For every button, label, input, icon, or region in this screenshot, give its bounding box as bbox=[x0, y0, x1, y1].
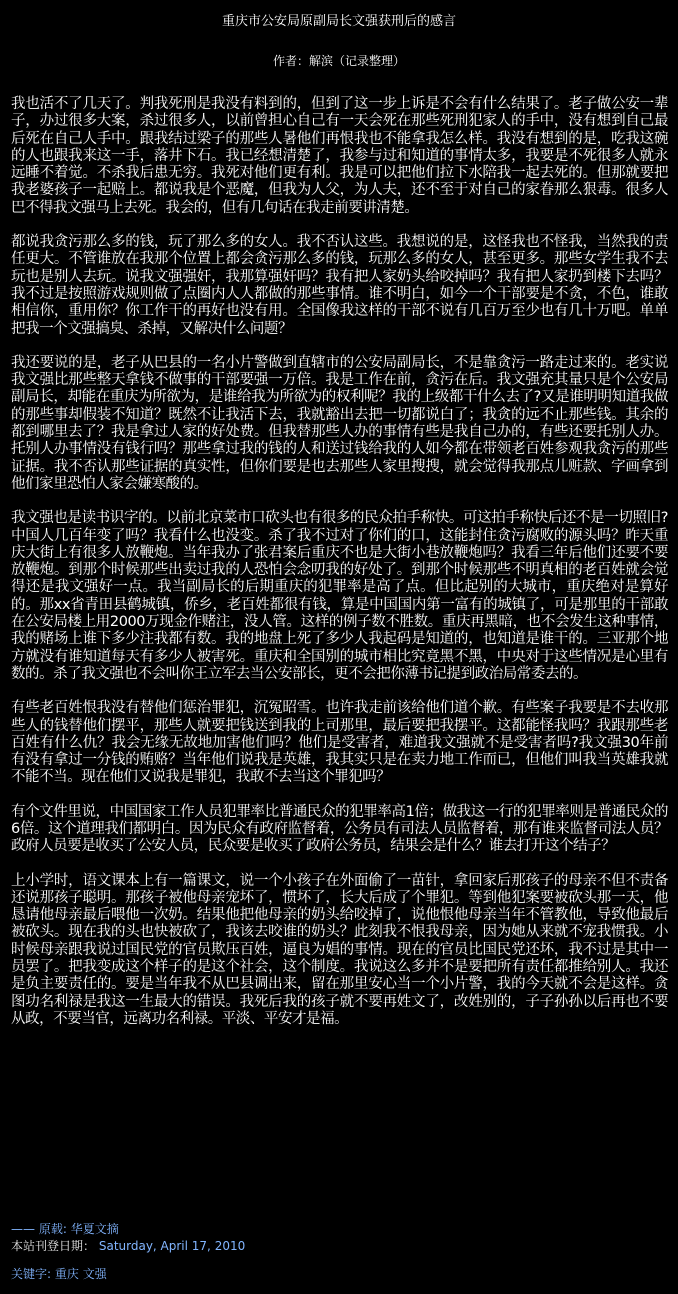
article-paragraph: 我还要说的是，老子从巴县的一名小片警做到直辖市的公安局副局长，不是靠贪污一路走过来的。老实说我文强比那些整天拿钱不做事的干部要强一万倍。我是工作在前，贪污在后。我文强充其量只是个公安局副局长，却能在重庆为所欲为，是谁给我为所欲为的权利呢？我的上级都干什么去了?又是谁明明知道我做的那些事却假装不知道？既然不让我活下去，我就豁出去把一切都说白了；我贪的远不止那些钱。其余的都到哪里去了？我是拿过人家的好处费。但我替那些人办的事情有些是我自己办的，有些还要托别人办。托别人办事情没有钱行吗？那些拿过我的钱的人和送过钱给我的人如今都在带领老百姓参观我贪污的那些证据。我不否认那些证据的真实性，但你们要是也去那些人家里搜搜，就会觉得我那点儿赃款、字画拿到他们家里恐怕人家会嫌寒酸的。 bbox=[11, 354, 668, 492]
article-paragraph: 都说我贪污那么多的钱，玩了那么多的女人。我不否认这些。我想说的是，这怪我也不怪我，当然我的责任更大。不管谁放在我那个位置上都会贪污那么多的钱，玩那么多的女人，甚至更多。那些女学生我不去玩也是别人去玩。说我文强强奸，我那算强奸吗？我有把人家奶头给咬掉吗？我有把人家扔到楼下去吗？我不过是按照游戏规则做了点圈内人人都做的那些事情。谁不明白，如今一个干部要是不贪，不色，谁敢相信你，重用你？你工作干的再好也没有用。全国像我这样的干部不说有几百万至少也有几十万吧。单单把我一个文强搞臭、杀掉，又解决什么问题？ bbox=[11, 234, 668, 337]
article-paragraph: 我文强也是读书识字的。以前北京菜市口砍头也有很多的民众拍手称快。可这拍手称快后还不是一切照旧?中国人几百年变了吗？我看什么也没变。杀了我不过对了你们的口，这能封住贪污腐败的源头吗？昨天重庆大街上有很多人放鞭炮。当年我办了张君案后重庆不也是大街小巷放鞭炮吗？我看三年后他们还要不要放鞭炮。到那个时候那些出卖过我的人恐怕会念叨我的好处了。到那个时候那些不明真相的老百姓就会觉得还是我文强好一点。我当副局长的后期重庆的犯罪率是高了点。但比起别的大城市，重庆绝对是算好的。那xx省青田县鹤城镇，侨乡，老百姓都很有钱，算是中国国内第一富有的城镇了，可是那里的干部敢在公安局楼上用2000万现金作赌注，没人管。这样的例子数不胜数。重庆再黑暗，也不会发生这种事情，我的赌场上谁下多少注我都有数。我的地盘上死了多少人我起码是知道的，也知道是谁干的。三亚那个地方就没有谁知道每天有多少人被害死。重庆和全国别的城市相比究竟黑不黑，中央对于这些情况是心里有数的。杀了我文强也不会叫你王立军去当公安部长，更不会把你薄书记提到政治局常委去的。 bbox=[11, 510, 668, 682]
article-paragraph: 有个文件里说，中国国家工作人员犯罪率比普通民众的犯罪率高1倍；做我这一行的犯罪率则是普通民众的6倍。这个道理我们都明白。因为民众有政府监督着，公务员有司法人员监督着，那有谁来监督司法人员？政府人员要是收买了公安人员，民众要是收买了政府公务员，结果会是什么？谁去打开这个结子？ bbox=[11, 803, 668, 855]
keywords-line bbox=[11, 1266, 668, 1283]
keyword-link-wenqiang[interactable]: 文强 bbox=[82, 1267, 107, 1281]
article-paragraph: 上小学时，语文课本上有一篇课文，说一个小孩子在外面偷了一苗针，拿回家后那孩子的母亲不但不责备还说那孩子聪明。那孩子被他母亲宠坏了，惯坏了，长大后成了个罪犯。等到他犯案要被砍头那一天，他恳请他母亲最后喂他一次奶。结果他把他母亲的奶头给咬掉了，说他恨他母亲当年不管教他，导致他最后被砍头。现在我的头也快被砍了，我该去咬谁的奶头？此刻我不恨我母亲，因为她从来就不宠我惯我。小时候母亲跟我说过国民党的官员欺压百姓，逼良为娼的事情。现在的官员比国民党还坏，我不过是其中一员罢了。把我变成这个样子的是这个社会，这个制度。我说这么多并不是要把所有责任都推给别人。我还是负主要责任的。要是当年我不从巴县调出来，留在那里安心当一个小片警，我的今天就不会是这样。贪图功名利禄是我这一生最大的错误。我死后我的孩子就不要再姓文了，改姓别的，子子孙孙以后再也不要从政，不要当官，远离功名利禄。平淡、平安才是福。 bbox=[11, 872, 668, 1027]
publish-date-value: Saturday, April 17, 2010 bbox=[98, 1239, 246, 1253]
source-link[interactable]: 华夏文摘 bbox=[70, 1222, 119, 1236]
keywords-label: 关键字: bbox=[11, 1267, 52, 1281]
article-author: 作者：解滨（记录整理） bbox=[272, 54, 405, 68]
source-label: —— 原载: bbox=[11, 1222, 67, 1236]
source-line bbox=[11, 1221, 668, 1238]
publish-date-line bbox=[11, 1238, 668, 1255]
article-footer bbox=[11, 1221, 668, 1283]
keyword-link-chongqing[interactable]: 重庆 bbox=[54, 1267, 79, 1281]
article-body bbox=[11, 96, 668, 1045]
publish-date-label: 本站刊登日期： bbox=[11, 1239, 96, 1253]
article-paragraph: 有些老百姓恨我没有替他们惩治罪犯，沉冤昭雪。也许我走前该给他们道个歉。有些案子我要是不去收那些人的钱替他们摆平，那些人就要把钱送到我的上司那里，最后要把我摆平。这都能怪我吗？我跟那些老百姓有什么仇？我会无缘无故地加害他们吗？他们是受害者，难道我文强就不是受害者吗?我文强30年前有没有拿过一分钱的贿赂？当年他们说我是英雄，我其实只是在卖力地工作而已，但他们叫我当英雄我就不能不当。现在他们又说我是罪犯，我敢不去当这个罪犯吗？ bbox=[11, 700, 668, 786]
article-title: 重庆市公安局原副局长文强获刑后的感言 bbox=[221, 14, 456, 29]
article-paragraph: 我也活不了几天了。判我死刑是我没有料到的，但到了这一步上诉是不会有什么结果了。老子做公安一辈子，办过很多大案，杀过很多人，以前曾担心自己有一天会死在那些死刑犯家人的手中，没有想到自己最后死在自己人手中。跟我结过梁子的那些人暑他们再恨我也不能拿我怎么样。我没有想到的是，吃我这碗的人也跟我来这一手，落井下石。我已经想清楚了，我参与过和知道的事情太多，我要是不死很多人就永远睡不着觉。不杀我后患无穷。我死对他们更有利。我是可以把他们拉下水陪我一起去死的。但那就要把我老婆孩子一起赔上。都说我是个恶魔，但我为人父，为人夫，还不至于对自己的家眷那么狠毒。很多人巴不得我文强马上去死。我会的，但有几句话在我走前要讲清楚。 bbox=[11, 96, 668, 216]
